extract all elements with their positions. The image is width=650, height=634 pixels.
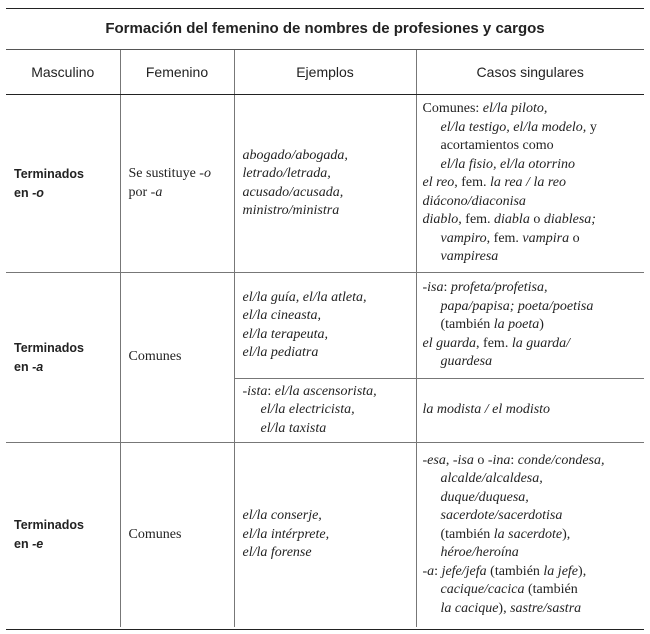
case-text: (también [524, 582, 578, 597]
table-row-e [6, 443, 644, 627]
case-text: diácono/diaconisa [422, 193, 526, 209]
case-text: vampira [522, 230, 570, 246]
case-text: el reo [422, 175, 455, 191]
femenino-cell-o [120, 95, 234, 273]
case-text: conde/condesa, [517, 452, 605, 468]
case-text: : [510, 452, 518, 468]
masculino-cell-e [6, 443, 120, 627]
example-line: el/la terapeuta, [242, 326, 329, 342]
case-text: diablesa; [543, 212, 596, 228]
case-text: diablo [422, 212, 459, 228]
case-text: ), [498, 600, 511, 616]
header-row [6, 50, 644, 95]
case-text: cacique/cacica [440, 582, 525, 597]
masc-label-pre: en [14, 185, 33, 200]
case-text: -isa [452, 452, 474, 468]
casos-cell-o [416, 95, 644, 273]
table-row-o [6, 95, 644, 273]
case-text: guardesa [440, 354, 493, 370]
header-ejemplos: Ejemplos [234, 50, 416, 95]
case-text: , fem. [458, 212, 495, 228]
masc-label: Terminados [14, 340, 84, 355]
case-text: sastre/sastra [510, 600, 582, 616]
case-text: , fem. [486, 230, 523, 246]
case-text: , fem. [476, 335, 512, 351]
case-text: el guarda [422, 335, 477, 351]
case-text: ) [539, 317, 544, 333]
case-text: acortamientos como [440, 138, 554, 154]
example-line: el/la electricista, [260, 402, 355, 418]
femenino-cell-a: Comunes [120, 273, 234, 443]
case-text: diabla [494, 212, 530, 228]
case-text: jefe/jefa [441, 563, 487, 579]
case-text: sacerdote/sacerdotisa [440, 508, 563, 523]
case-text: alcalde/alcaldesa, [440, 471, 543, 486]
masculino-cell-o [6, 95, 120, 273]
header-masculino: Masculino [6, 50, 120, 95]
example-line: ministro/ministra [242, 203, 340, 218]
feminine-professions-table [6, 8, 644, 630]
table-row-a [6, 273, 644, 379]
masc-ending: -e [32, 536, 44, 551]
example-line: el/la taxista [260, 420, 327, 436]
fem-ending: -a [150, 184, 163, 200]
case-text: la rea / la reo [490, 175, 566, 191]
ejemplos-cell-a1 [234, 273, 416, 379]
example-line: abogado/abogada, [242, 147, 348, 163]
case-text: el/la piloto, [482, 101, 548, 117]
example-line: el/la cineasta, [242, 308, 322, 323]
case-text: el/la testigo, el/la modelo, [440, 119, 587, 135]
example-line: el/la conserje, [242, 508, 322, 523]
case-text: el/la fisio, el/la otorrino [440, 156, 576, 172]
example-line: el/la intérprete, [242, 526, 330, 542]
ejemplos-cell-e [234, 443, 416, 627]
casos-cell-a1 [416, 273, 644, 379]
case-text: la guarda/ [511, 335, 571, 351]
masculino-cell-a [6, 273, 120, 443]
case-text: , fem. [454, 175, 491, 191]
case-text: la sacerdote [493, 526, 563, 542]
case-text: -ina [487, 452, 511, 468]
example-line: letrado/letrada, [242, 166, 331, 181]
case-text: Comunes: [422, 101, 483, 117]
table [6, 50, 644, 627]
case-text: -a [422, 563, 435, 579]
masc-ending: -o [32, 185, 44, 200]
case-text: : [434, 563, 442, 579]
case-text: ), [578, 563, 587, 579]
case-text: ), [562, 526, 571, 542]
ejemplos-cell-o [234, 95, 416, 273]
case-text: papa/papisa; poeta/poetisa [440, 298, 594, 314]
ejemplos-cell-a2 [234, 379, 416, 443]
example-line: acusado/acusada, [242, 184, 344, 200]
example-line: el/la guía, el/la atleta, [242, 289, 367, 305]
case-text: y [586, 119, 597, 135]
masc-label-pre: en [14, 359, 33, 374]
case-text: vampiro [440, 230, 487, 246]
case-text: héroe/heroína [440, 545, 519, 560]
case-text: (también [440, 317, 494, 333]
example-line: el/la ascensorista, [274, 383, 377, 399]
fem-ending: -o [199, 166, 211, 181]
case-text: duque/duquesa, [440, 489, 529, 505]
fem-text: por [128, 184, 151, 200]
case-text: -isa [422, 280, 444, 296]
case-text: vampiresa [440, 249, 499, 265]
case-text: (también [486, 563, 544, 579]
case-text: la cacique [440, 600, 499, 616]
case-text: , [445, 452, 453, 468]
fem-text: Se sustituye [128, 166, 200, 181]
masc-label: Terminados [14, 166, 84, 181]
table-title: Formación del femenino de nombres de profesiones y cargos [6, 9, 644, 50]
masc-ending: -a [32, 359, 44, 374]
case-text: o [473, 452, 488, 468]
case-text: o [569, 230, 580, 246]
case-text: : [443, 280, 451, 296]
case-text: profeta/profetisa, [450, 280, 548, 296]
masc-label: Terminados [14, 517, 84, 532]
case-text: la poeta [493, 317, 540, 333]
example-line: : [267, 383, 275, 399]
header-femenino: Femenino [120, 50, 234, 95]
header-casos-singulares: Casos singulares [416, 50, 644, 95]
example-line: -ista [242, 383, 268, 399]
masc-label-pre: en [14, 536, 33, 551]
casos-cell-a2: la modista / el modisto [416, 379, 644, 443]
case-text: (también [440, 526, 494, 542]
case-text: -esa [422, 452, 446, 468]
case-text: o [529, 212, 544, 228]
case-text: la jefe [543, 563, 579, 579]
casos-cell-e [416, 443, 644, 627]
example-line: el/la forense [242, 545, 312, 560]
example-line: el/la pediatra [242, 345, 319, 360]
femenino-cell-e: Comunes [120, 443, 234, 627]
